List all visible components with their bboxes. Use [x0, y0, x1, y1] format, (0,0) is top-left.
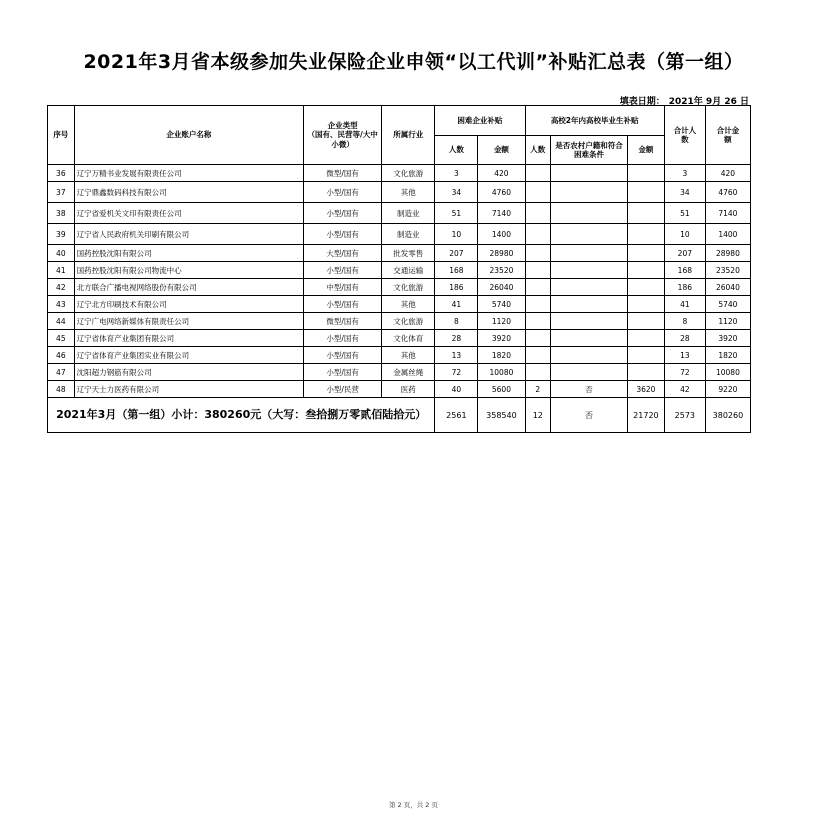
header-total-amount: 合计金额	[705, 106, 750, 165]
row-grad-amount	[627, 296, 664, 313]
row-total-people: 51	[664, 203, 705, 224]
row-total-amount: 420	[705, 165, 750, 182]
row-type: 大型/国有	[304, 245, 382, 262]
row-grad-amount: 3620	[627, 381, 664, 398]
row-amount: 420	[478, 165, 525, 182]
row-industry: 其他	[382, 296, 435, 313]
row-total-people: 8	[664, 313, 705, 330]
row-amount: 1400	[478, 224, 525, 245]
row-grad-amount	[627, 262, 664, 279]
table-row	[48, 347, 751, 364]
row-type: 小型/国有	[304, 364, 382, 381]
row-name: 沈阳超力钢筋有限公司	[74, 364, 304, 381]
row-total-people: 168	[664, 262, 705, 279]
row-industry: 制造业	[382, 203, 435, 224]
table-row	[48, 381, 751, 398]
fill-date-value: 2021年 9月 26 日	[668, 97, 749, 107]
row-rural	[551, 279, 628, 296]
row-industry: 文化旅游	[382, 279, 435, 296]
row-total-amount: 10080	[705, 364, 750, 381]
header-grad-group: 高校2年内高校毕业生补贴	[525, 106, 664, 136]
row-total-amount: 7140	[705, 203, 750, 224]
row-grad-amount	[627, 279, 664, 296]
row-type: 小型/国有	[304, 330, 382, 347]
row-grad-amount	[627, 330, 664, 347]
row-grad-people	[525, 224, 551, 245]
row-grad-people	[525, 262, 551, 279]
row-grad-amount	[627, 245, 664, 262]
row-rural	[551, 165, 628, 182]
subtotal-row	[48, 398, 751, 433]
row-grad-people: 2	[525, 381, 551, 398]
subtotal-label: 2021年3月（第一组）小计：380260元（大写：叁拾捌万零贰佰陆拾元）	[48, 398, 435, 433]
row-amount: 5740	[478, 296, 525, 313]
row-name: 辽宁省体育产业集团有限公司	[74, 330, 304, 347]
row-rural	[551, 262, 628, 279]
row-total-people: 186	[664, 279, 705, 296]
header-rural: 是否农村户籍和符合困难条件	[551, 136, 628, 165]
row-amount: 3920	[478, 330, 525, 347]
header-type: 企业类型 （国有、民营等/大中小微）	[304, 106, 382, 165]
row-rural	[551, 364, 628, 381]
table-row	[48, 279, 751, 296]
row-amount: 1120	[478, 313, 525, 330]
subtotal-total-people: 2573	[664, 398, 705, 433]
row-type: 中型/国有	[304, 279, 382, 296]
row-rural	[551, 330, 628, 347]
row-rural	[551, 224, 628, 245]
row-total-amount: 1820	[705, 347, 750, 364]
row-seq: 37	[48, 182, 75, 203]
row-total-amount: 1120	[705, 313, 750, 330]
subtotal-amount: 358540	[478, 398, 525, 433]
row-total-people: 13	[664, 347, 705, 364]
row-amount: 7140	[478, 203, 525, 224]
row-industry: 医药	[382, 381, 435, 398]
row-people: 168	[435, 262, 478, 279]
row-seq: 41	[48, 262, 75, 279]
row-name: 辽宁天士力医药有限公司	[74, 381, 304, 398]
table-row	[48, 203, 751, 224]
table-row	[48, 165, 751, 182]
row-grad-amount	[627, 313, 664, 330]
row-rural	[551, 347, 628, 364]
row-total-amount: 23520	[705, 262, 750, 279]
row-people: 186	[435, 279, 478, 296]
row-total-people: 28	[664, 330, 705, 347]
page-title: 2021年3月省本级参加失业保险企业申领“以工代训”补贴汇总表（第一组）	[83, 51, 744, 73]
row-people: 40	[435, 381, 478, 398]
row-people: 13	[435, 347, 478, 364]
row-seq: 47	[48, 364, 75, 381]
row-total-people: 3	[664, 165, 705, 182]
row-type: 微型/国有	[304, 313, 382, 330]
row-industry: 制造业	[382, 224, 435, 245]
row-seq: 46	[48, 347, 75, 364]
row-people: 28	[435, 330, 478, 347]
header-difficult-group: 困难企业补贴	[435, 106, 525, 136]
row-total-people: 42	[664, 381, 705, 398]
row-people: 207	[435, 245, 478, 262]
row-people: 72	[435, 364, 478, 381]
row-grad-amount	[627, 203, 664, 224]
row-industry: 文化旅游	[382, 313, 435, 330]
row-grad-people	[525, 245, 551, 262]
subtotal-rural: 否	[551, 398, 628, 433]
row-total-people: 34	[664, 182, 705, 203]
table-row	[48, 313, 751, 330]
row-industry: 其他	[382, 347, 435, 364]
row-grad-people	[525, 330, 551, 347]
row-grad-people	[525, 279, 551, 296]
row-seq: 42	[48, 279, 75, 296]
fill-date-label: 填表日期：	[619, 97, 665, 107]
row-grad-people	[525, 347, 551, 364]
row-grad-people	[525, 165, 551, 182]
table-row	[48, 262, 751, 279]
table-row	[48, 296, 751, 313]
row-type: 小型/国有	[304, 182, 382, 203]
row-amount: 4760	[478, 182, 525, 203]
row-type: 小型/民营	[304, 381, 382, 398]
row-industry: 交通运输	[382, 262, 435, 279]
row-people: 34	[435, 182, 478, 203]
row-seq: 38	[48, 203, 75, 224]
row-grad-amount	[627, 347, 664, 364]
row-total-amount: 4760	[705, 182, 750, 203]
row-rural	[551, 313, 628, 330]
row-people: 41	[435, 296, 478, 313]
row-name: 辽宁鼎鑫数码科技有限公司	[74, 182, 304, 203]
row-seq: 40	[48, 245, 75, 262]
row-total-people: 10	[664, 224, 705, 245]
table-row	[48, 330, 751, 347]
row-grad-people	[525, 182, 551, 203]
row-grad-amount	[627, 182, 664, 203]
row-total-amount: 9220	[705, 381, 750, 398]
row-name: 北方联合广播电视网络股份有限公司	[74, 279, 304, 296]
row-industry: 文化旅游	[382, 165, 435, 182]
row-name: 辽宁省人民政府机关印刷有限公司	[74, 224, 304, 245]
header-total-people: 合计人数	[664, 106, 705, 165]
row-total-amount: 3920	[705, 330, 750, 347]
header-name: 企业账户名称	[74, 106, 304, 165]
row-amount: 28980	[478, 245, 525, 262]
row-type: 小型/国有	[304, 296, 382, 313]
row-amount: 23520	[478, 262, 525, 279]
row-amount: 26040	[478, 279, 525, 296]
row-grad-people	[525, 203, 551, 224]
header-grad-people: 人数	[525, 136, 551, 165]
row-grad-amount	[627, 165, 664, 182]
row-seq: 48	[48, 381, 75, 398]
row-name: 辽宁广电网络新媒体有限责任公司	[74, 313, 304, 330]
row-type: 微型/国有	[304, 165, 382, 182]
row-type: 小型/国有	[304, 347, 382, 364]
row-rural: 否	[551, 381, 628, 398]
row-seq: 44	[48, 313, 75, 330]
row-amount: 5600	[478, 381, 525, 398]
row-grad-people	[525, 296, 551, 313]
row-people: 8	[435, 313, 478, 330]
header-people: 人数	[435, 136, 478, 165]
header-amount: 金额	[478, 136, 525, 165]
row-people: 3	[435, 165, 478, 182]
table-row	[48, 245, 751, 262]
table-row	[48, 224, 751, 245]
subsidy-table	[47, 105, 751, 433]
header-seq: 序号	[48, 106, 75, 165]
row-grad-people	[525, 313, 551, 330]
row-grad-amount	[627, 224, 664, 245]
row-total-people: 41	[664, 296, 705, 313]
row-total-amount: 1400	[705, 224, 750, 245]
subtotal-grad-amount: 21720	[627, 398, 664, 433]
row-grad-people	[525, 364, 551, 381]
row-amount: 1820	[478, 347, 525, 364]
row-type: 小型/国有	[304, 203, 382, 224]
row-rural	[551, 203, 628, 224]
row-seq: 43	[48, 296, 75, 313]
row-rural	[551, 182, 628, 203]
row-name: 辽宁省爱机关文印有限责任公司	[74, 203, 304, 224]
row-amount: 10080	[478, 364, 525, 381]
row-name: 国药控股沈阳有限公司	[74, 245, 304, 262]
row-total-people: 207	[664, 245, 705, 262]
subtotal-people: 2561	[435, 398, 478, 433]
row-industry: 其他	[382, 182, 435, 203]
row-industry: 批发零售	[382, 245, 435, 262]
table-row	[48, 182, 751, 203]
row-name: 国药控股沈阳有限公司物流中心	[74, 262, 304, 279]
row-industry: 文化体育	[382, 330, 435, 347]
row-seq: 39	[48, 224, 75, 245]
page-footer: 第 2 页，共 2 页	[388, 801, 439, 809]
row-name: 辽宁省体育产业集团实业有限公司	[74, 347, 304, 364]
row-total-amount: 28980	[705, 245, 750, 262]
subtotal-total-amount: 380260	[705, 398, 750, 433]
row-rural	[551, 245, 628, 262]
row-name: 辽宁北方印刷技术有限公司	[74, 296, 304, 313]
header-industry: 所属行业	[382, 106, 435, 165]
table-row	[48, 364, 751, 381]
subtotal-grad-people: 12	[525, 398, 551, 433]
row-total-amount: 5740	[705, 296, 750, 313]
row-type: 小型/国有	[304, 224, 382, 245]
row-seq: 45	[48, 330, 75, 347]
row-people: 10	[435, 224, 478, 245]
row-rural	[551, 296, 628, 313]
row-industry: 金属丝绳	[382, 364, 435, 381]
row-name: 辽宁万精书业发展有限责任公司	[74, 165, 304, 182]
row-type: 小型/国有	[304, 262, 382, 279]
row-seq: 36	[48, 165, 75, 182]
row-grad-amount	[627, 364, 664, 381]
row-total-people: 72	[664, 364, 705, 381]
header-grad-amount: 金额	[627, 136, 664, 165]
row-people: 51	[435, 203, 478, 224]
row-total-amount: 26040	[705, 279, 750, 296]
